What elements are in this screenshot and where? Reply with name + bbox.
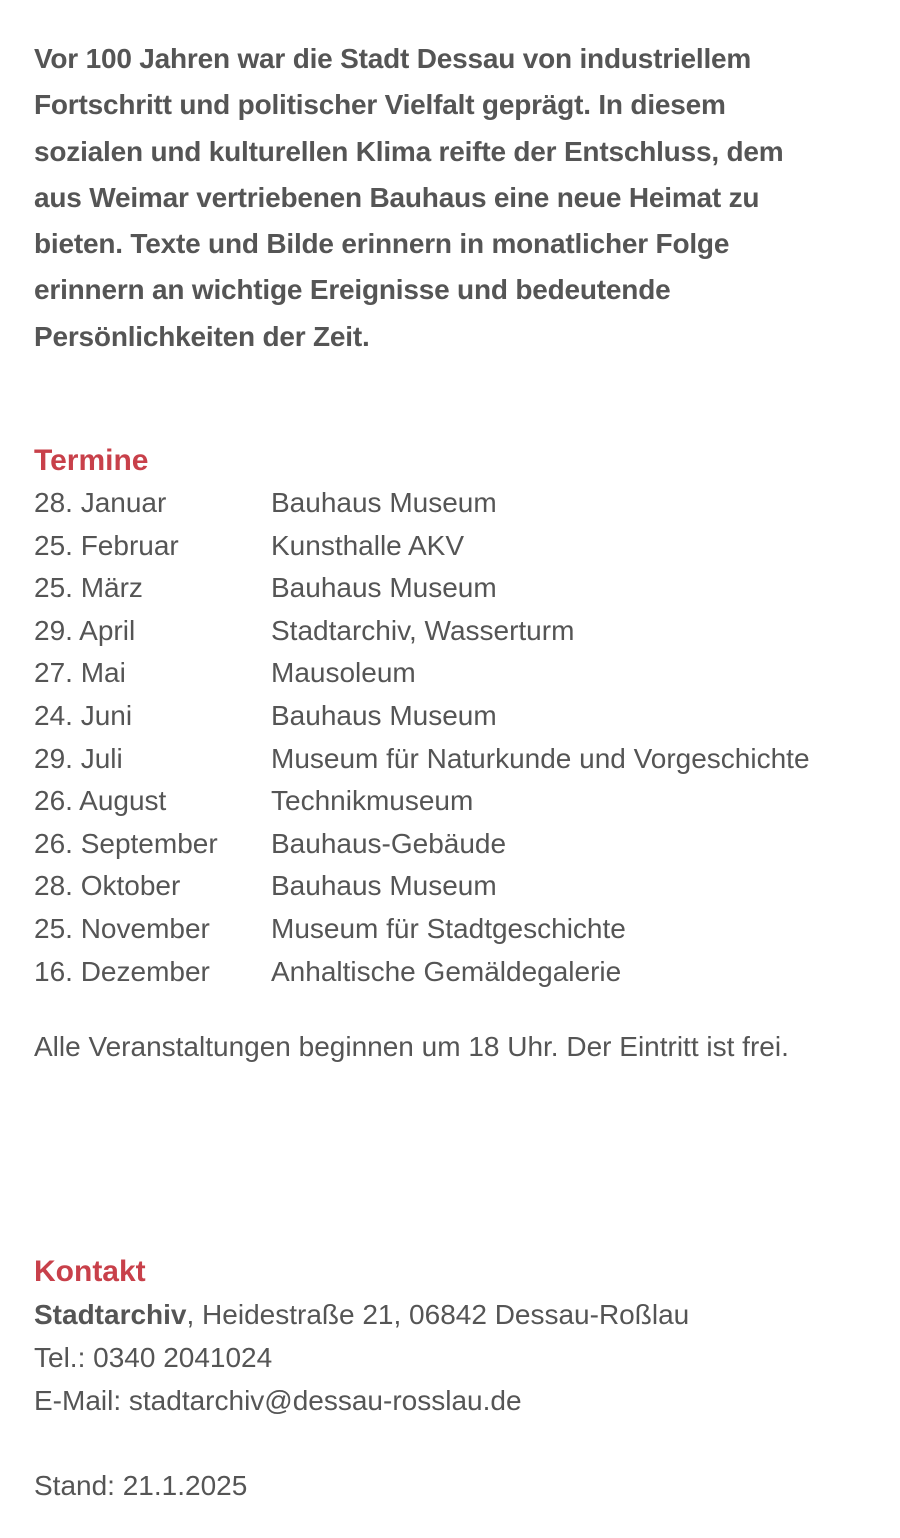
stand-date: Stand: 21.1.2025: [34, 1470, 248, 1501]
intro-line: sozialen und kulturellen Klima reifte der Entschluss, dem: [34, 135, 784, 167]
kontakt-section: [34, 1250, 874, 1422]
contact-email[interactable]: E-Mail: stadtarchiv@dessau-rosslau.de: [34, 1385, 522, 1416]
intro-line: Persönlichkeiten der Zeit.: [34, 320, 370, 352]
contact-phone: Tel.: 0340 2041024: [34, 1342, 273, 1373]
event-row: [34, 567, 874, 610]
event-row: [34, 908, 874, 951]
kontakt-heading: Kontakt: [34, 1255, 146, 1288]
event-row: [34, 482, 874, 525]
event-date: 28. Oktober: [34, 870, 181, 902]
events-note: Alle Veranstaltungen beginnen um 18 Uhr. Der Eintritt ist frei.: [34, 1031, 789, 1063]
event-date: 27. Mai: [34, 657, 126, 689]
event-place: Bauhaus Museum: [271, 699, 497, 731]
event-date: 28. Januar: [34, 487, 167, 518]
event-date: 25. März: [34, 572, 143, 604]
event-place: Stadtarchiv, Wasserturm: [271, 614, 575, 646]
event-place: Bauhaus Museum: [271, 572, 497, 604]
event-place: Bauhaus Museum: [271, 487, 497, 518]
intro-line: Vor 100 Jahren war die Stadt Dessau von industriellem: [34, 43, 752, 74]
termine-heading: Termine: [34, 444, 149, 477]
intro-paragraph: [34, 36, 874, 360]
event-row: [34, 525, 874, 568]
event-place: Bauhaus Museum: [271, 870, 497, 902]
event-place: Museum für Naturkunde und Vorgeschichte: [271, 742, 810, 774]
intro-line: aus Weimar vertriebenen Bauhaus eine neue Heimat zu: [34, 181, 760, 213]
event-date: 26. August: [34, 785, 167, 817]
event-row: [34, 610, 874, 653]
event-date: 25. Februar: [34, 529, 179, 561]
event-place: Mausoleum: [271, 657, 416, 689]
event-place: Technikmuseum: [271, 785, 474, 817]
event-date: 29. Juli: [34, 742, 123, 774]
event-place: Bauhaus-Gebäude: [271, 827, 507, 859]
event-date: 26. September: [34, 827, 218, 859]
event-row: [34, 823, 874, 866]
event-date: 25. November: [34, 912, 210, 944]
event-row: [34, 652, 874, 695]
intro-line: bieten. Texte und Bilde erinnern in monatlicher Folge: [34, 228, 730, 260]
event-row: [34, 695, 874, 738]
intro-line: Fortschritt und politischer Vielfalt geprägt. In diesem: [34, 89, 726, 121]
contact-address-text: , Heidestraße 21, 06842 Dessau-Roßlau: [186, 1299, 690, 1330]
event-date: 24. Juni: [34, 699, 133, 731]
event-place: Museum für Stadtgeschichte: [271, 912, 626, 944]
contact-org: Stadtarchiv: [34, 1299, 187, 1330]
page-content: [34, 36, 874, 1501]
event-place: Kunsthalle AKV: [271, 529, 465, 561]
intro-line: erinnern an wichtige Ereignisse und bedeutende: [34, 274, 671, 306]
event-date: 29. April: [34, 614, 136, 646]
event-place: Anhaltische Gemäldegalerie: [271, 955, 622, 987]
event-date: 16. Dezember: [34, 955, 210, 987]
events-list: [34, 482, 874, 993]
termine-section: [34, 439, 874, 1069]
event-row: [34, 780, 874, 823]
event-row: [34, 865, 874, 908]
event-row: [34, 951, 874, 994]
contact-address: [34, 1293, 874, 1336]
event-row: [34, 738, 874, 781]
